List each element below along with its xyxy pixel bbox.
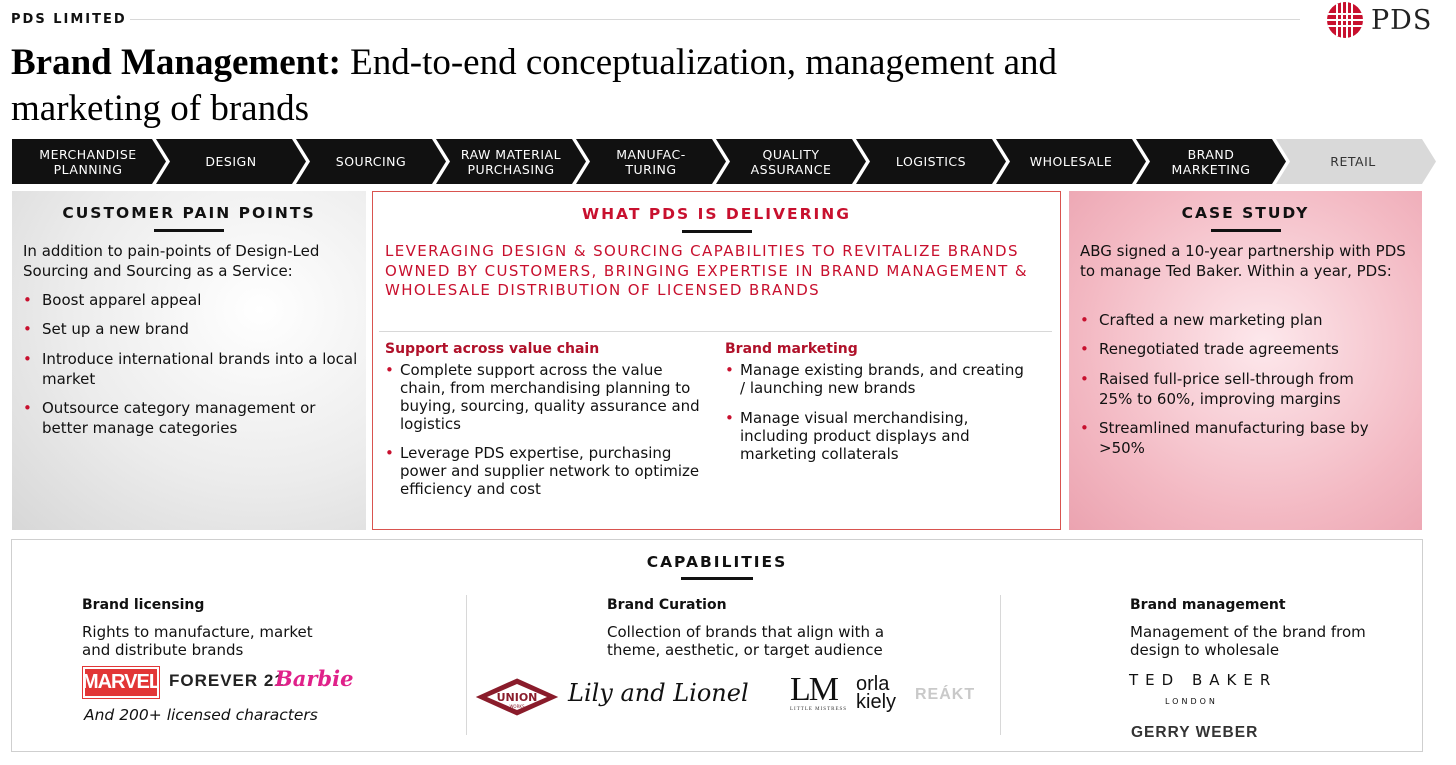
marketing-bullet: • Manage visual merchandising, including product displays and marketing collaterals bbox=[725, 409, 1025, 463]
union-works-sublabel: WORKS bbox=[509, 704, 525, 709]
delivering-panel bbox=[372, 191, 1061, 530]
pain-points-underline bbox=[154, 229, 224, 232]
case-study-underline bbox=[1211, 229, 1281, 232]
capabilities-title: CAPABILITIES bbox=[646, 553, 788, 571]
chain-step-brand-marketing: BRAND MARKETING bbox=[1171, 146, 1251, 177]
licensing-heading: Brand licensing bbox=[82, 597, 205, 613]
ted-baker-sublabel: LONDON bbox=[1165, 697, 1218, 706]
union-works-logo bbox=[475, 677, 559, 717]
chain-step-wholesale: WHOLESALE bbox=[1029, 154, 1113, 169]
chain-step-quality-assurance: QUALITY ASSURANCE bbox=[750, 146, 832, 177]
pain-point-bullet: • Introduce international brands into a local market bbox=[23, 350, 358, 389]
pain-points-intro: In addition to pain-points of Design-Led Sourcing and Sourcing as a Service: bbox=[23, 242, 320, 280]
management-description: Management of the brand from design to wholesale bbox=[1130, 623, 1366, 659]
curation-heading: Brand Curation bbox=[607, 597, 727, 613]
orla-kiely-line1: orla bbox=[856, 673, 890, 695]
case-study-title: CASE STUDY bbox=[1181, 204, 1310, 222]
pain-points-panel bbox=[12, 191, 366, 530]
little-mistress-logo: LM bbox=[790, 671, 837, 708]
pds-logo-text: PDS bbox=[1371, 4, 1433, 36]
chain-step-sourcing: SOURCING bbox=[335, 154, 407, 169]
orla-kiely-line2: kiely bbox=[856, 691, 897, 713]
marketing-heading: Brand marketing bbox=[725, 341, 858, 357]
ted-baker-logo: TED BAKER bbox=[1129, 671, 1278, 689]
case-study-bullet: • Streamlined manufacturing base by >50% bbox=[1080, 419, 1380, 458]
page-title bbox=[11, 40, 1211, 132]
support-heading: Support across value chain bbox=[385, 341, 600, 357]
value-chain bbox=[12, 139, 1436, 184]
union-works-label: UNION bbox=[496, 691, 538, 704]
pain-point-bullet: • Outsource category management or better manage categories bbox=[23, 399, 358, 438]
case-study-bullet: • Raised full-price sell-through from 25% to 60%, improving margins bbox=[1080, 370, 1380, 409]
page-title-bold: Brand Management: bbox=[11, 42, 341, 83]
delivering-lead: LEVERAGING DESIGN & SOURCING CAPABILITIES TO REVITALIZE BRANDS OWNED BY CUSTOMERS, BRINGING EXPERTISE IN BRAND MANAGEMENT & WHOLESALE DISTRIBUTION OF LICENSED BRANDS bbox=[385, 242, 1028, 299]
gerry-weber-logo: GERRY WEBER bbox=[1131, 724, 1259, 741]
case-study-intro: ABG signed a 10-year partnership with PDS to manage Ted Baker. Within a year, PDS: bbox=[1080, 242, 1406, 280]
delivering-title: WHAT PDS IS DELIVERING bbox=[581, 205, 852, 223]
chain-step-manufacturing: MANUFAC-TURING bbox=[616, 146, 686, 177]
marvel-logo: MARVEL bbox=[83, 667, 159, 698]
chain-step-design: DESIGN bbox=[205, 154, 257, 169]
chain-step-retail: RETAIL bbox=[1330, 154, 1376, 169]
support-bullet: • Leverage PDS expertise, purchasing power and supplier network to optimize efficiency and cost bbox=[385, 444, 710, 498]
management-heading: Brand management bbox=[1130, 597, 1286, 613]
pds-logo bbox=[1325, 0, 1450, 40]
licensed-characters-note: And 200+ licensed characters bbox=[84, 706, 318, 724]
little-mistress-sublabel: LITTLE MISTRESS bbox=[790, 707, 848, 712]
capabilities-divider bbox=[466, 595, 467, 735]
licensing-description: Rights to manufacture, market and distribute brands bbox=[82, 623, 313, 659]
chain-step-logistics: LOGISTICS bbox=[895, 154, 967, 169]
delivering-underline bbox=[682, 230, 752, 233]
capabilities-panel bbox=[11, 539, 1423, 752]
pain-point-bullet: • Boost apparel appeal bbox=[23, 291, 358, 311]
forever21-logo: FOREVER 21 bbox=[169, 671, 285, 690]
header-divider bbox=[130, 19, 1300, 20]
chain-step-raw-material: RAW MATERIAL PURCHASING bbox=[460, 146, 562, 177]
chain-step-merchandise-planning: MERCHANDISE PLANNING bbox=[39, 146, 137, 177]
support-bullet: • Complete support across the value chain, from merchandising planning to buying, sourcing, quality assurance and logistics bbox=[385, 361, 710, 433]
curation-description: Collection of brands that align with a theme, aesthetic, or target audience bbox=[607, 623, 885, 659]
pds-logo-icon bbox=[1325, 0, 1365, 40]
case-study-bullet: • Renegotiated trade agreements bbox=[1080, 340, 1414, 360]
lily-and-lionel-logo: Lily and Lionel bbox=[568, 679, 749, 707]
barbie-logo: Barbie bbox=[275, 666, 354, 691]
marketing-bullet: • Manage existing brands, and creating / launching new brands bbox=[725, 361, 1025, 397]
delivering-divider bbox=[379, 331, 1052, 332]
company-name: PDS LIMITED bbox=[11, 12, 127, 27]
case-study-bullet: • Crafted a new marketing plan bbox=[1080, 311, 1414, 331]
pain-points-title: CUSTOMER PAIN POINTS bbox=[62, 204, 316, 222]
page-title-rest: End-to-end conceptualization, management and marketing of brands bbox=[11, 42, 1057, 129]
case-study-panel bbox=[1069, 191, 1422, 530]
pain-point-bullet: • Set up a new brand bbox=[23, 320, 358, 340]
orla-kiely-logo bbox=[856, 675, 896, 711]
reakt-logo: REÁKT bbox=[915, 686, 976, 703]
capabilities-underline bbox=[681, 577, 753, 580]
capabilities-divider bbox=[1000, 595, 1001, 735]
